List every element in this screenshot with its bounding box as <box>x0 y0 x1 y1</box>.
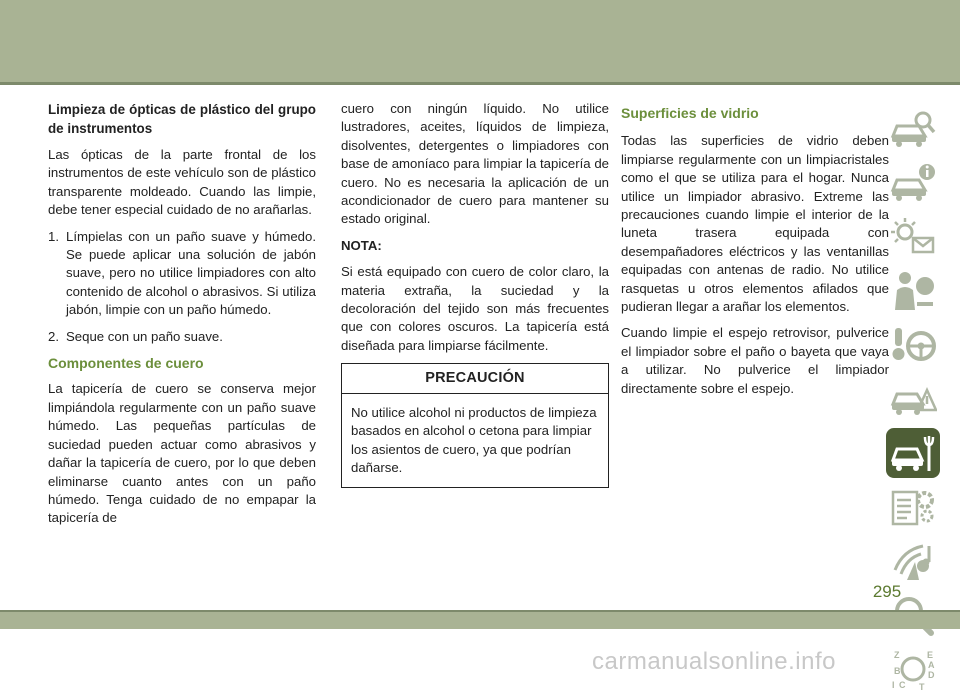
caution-title: PRECAUCIÓN <box>342 364 608 393</box>
tab-car-info[interactable] <box>886 158 940 208</box>
list-item <box>48 228 316 320</box>
tab-safety[interactable] <box>886 266 940 316</box>
section-heading-instrument-lens: Limpieza de ópticas de plástico del grupo de instrumentos <box>48 102 316 136</box>
step-text: Seque con un paño suave. <box>66 328 223 344</box>
index-letter: D <box>928 670 935 680</box>
step-number: 2. <box>48 328 59 344</box>
caution-box <box>341 363 609 488</box>
person-airbag-icon <box>889 270 937 312</box>
warning-lights-mail-icon <box>889 216 937 258</box>
paragraph-glass-1: Todas las superficies de vidrio deben limpiarse regularmente con un limpiacristales como el que se utiliza para el hogar. Nunca utilice un limpiador abrasivo. Extreme las precauciones cuando limpie el interior de la luneta trasera equipada con desempañadores eléctricos y las ventanillas equipadas con antenas de radio. No utilice rasquetas u otros elementos afilados que pudieran llegar a arañar los elementos. <box>621 133 889 315</box>
steps-list <box>48 228 316 346</box>
footer-band <box>0 610 960 629</box>
column-1 <box>48 100 316 536</box>
music-nav-icon <box>889 540 937 582</box>
tab-index[interactable] <box>886 644 940 694</box>
tab-car-search[interactable] <box>886 104 940 154</box>
tab-specifications[interactable] <box>886 482 940 532</box>
tab-maintenance[interactable] <box>886 428 940 478</box>
paragraph-glass-2: Cuando limpie el espejo retrovisor, pulverice el limpiador sobre el paño o bayeta que vaya a utilizar. No pulverice el limpiador directamente sobre el espejo. <box>621 325 889 396</box>
tab-warning-lights[interactable] <box>886 212 940 262</box>
index-letter: B <box>894 666 901 676</box>
steering-wheel-icon <box>889 324 937 366</box>
column-3 <box>621 100 889 406</box>
tab-driving[interactable] <box>886 320 940 370</box>
paragraph-leather-continued: cuero con ningún líquido. No utilice lustradores, aceites, líquidos de limpieza, disolventes, detergentes o limpiadores con base de amoníaco para limpiar la tapicería de cuero. No es necesaria la aplicación de un acondicionador de cuero para mantener su estado original. <box>341 101 609 227</box>
car-wrench-icon <box>889 432 937 474</box>
watermark-text: carmanualsonline.info <box>592 648 836 675</box>
header-band <box>0 0 960 82</box>
car-warning-icon <box>889 378 937 420</box>
tab-emergency[interactable] <box>886 374 940 424</box>
page-number: 295 <box>872 582 902 601</box>
index-letter: Z <box>894 650 900 660</box>
index-letter: I <box>892 680 895 690</box>
car-info-icon <box>889 162 937 204</box>
index-letter: A <box>928 660 935 670</box>
note-text: Si está equipado con cuero de color claro, la materia extraña, la suciedad y la decoloración del tejido son más frecuentes que con colores oscuros. La tapicería está diseñada para limpiarse fácilmente. <box>341 264 609 353</box>
car-search-icon <box>889 108 937 150</box>
section-heading-leather: Componentes de cuero <box>48 355 204 372</box>
alphabet-index-icon <box>889 648 937 690</box>
caution-text: No utilice alcohol ni productos de limpieza basados en alcohol o cetona para limpiar los asientos de cuero, ya que podrían dañarse. <box>351 404 597 475</box>
paragraph-leather: La tapicería de cuero se conserva mejor limpiándola regularmente con un paño suave húmedo. Las pequeñas partículas de suciedad pueden actuar como abrasivos y dañar la tapicería de cuero, por lo que deben eliminarse cuanto antes con un paño húmedo. Tenga cuidado de no empapar la tapicería de <box>48 381 316 526</box>
chapter-tabs <box>886 104 944 698</box>
note-label: NOTA: <box>341 237 382 253</box>
section-heading-glass: Superficies de vidrio <box>621 105 759 121</box>
index-letter: T <box>919 682 925 690</box>
tab-multimedia[interactable] <box>886 536 940 586</box>
header-rule <box>0 82 960 85</box>
index-letter: C <box>899 680 906 690</box>
paragraph-lens-intro: Las ópticas de la parte frontal de los instrumentos de este vehículo son de plástico transparente moldeado. Cuando las limpie, debe tener especial cuidado de no arañarlas. <box>48 147 316 218</box>
step-number: 1. <box>48 228 59 244</box>
column-2 <box>341 100 609 488</box>
step-text: Límpielas con un paño suave y húmedo. Se puede aplicar una solución de jabón suave, pero no utilice limpiadores con alto contenido de alcohol o abrasivos. Si utiliza jabón, limpie con un paño húmedo. <box>66 228 316 318</box>
list-item <box>48 328 316 346</box>
index-letter: E <box>927 650 934 660</box>
specs-gear-icon <box>889 486 937 528</box>
